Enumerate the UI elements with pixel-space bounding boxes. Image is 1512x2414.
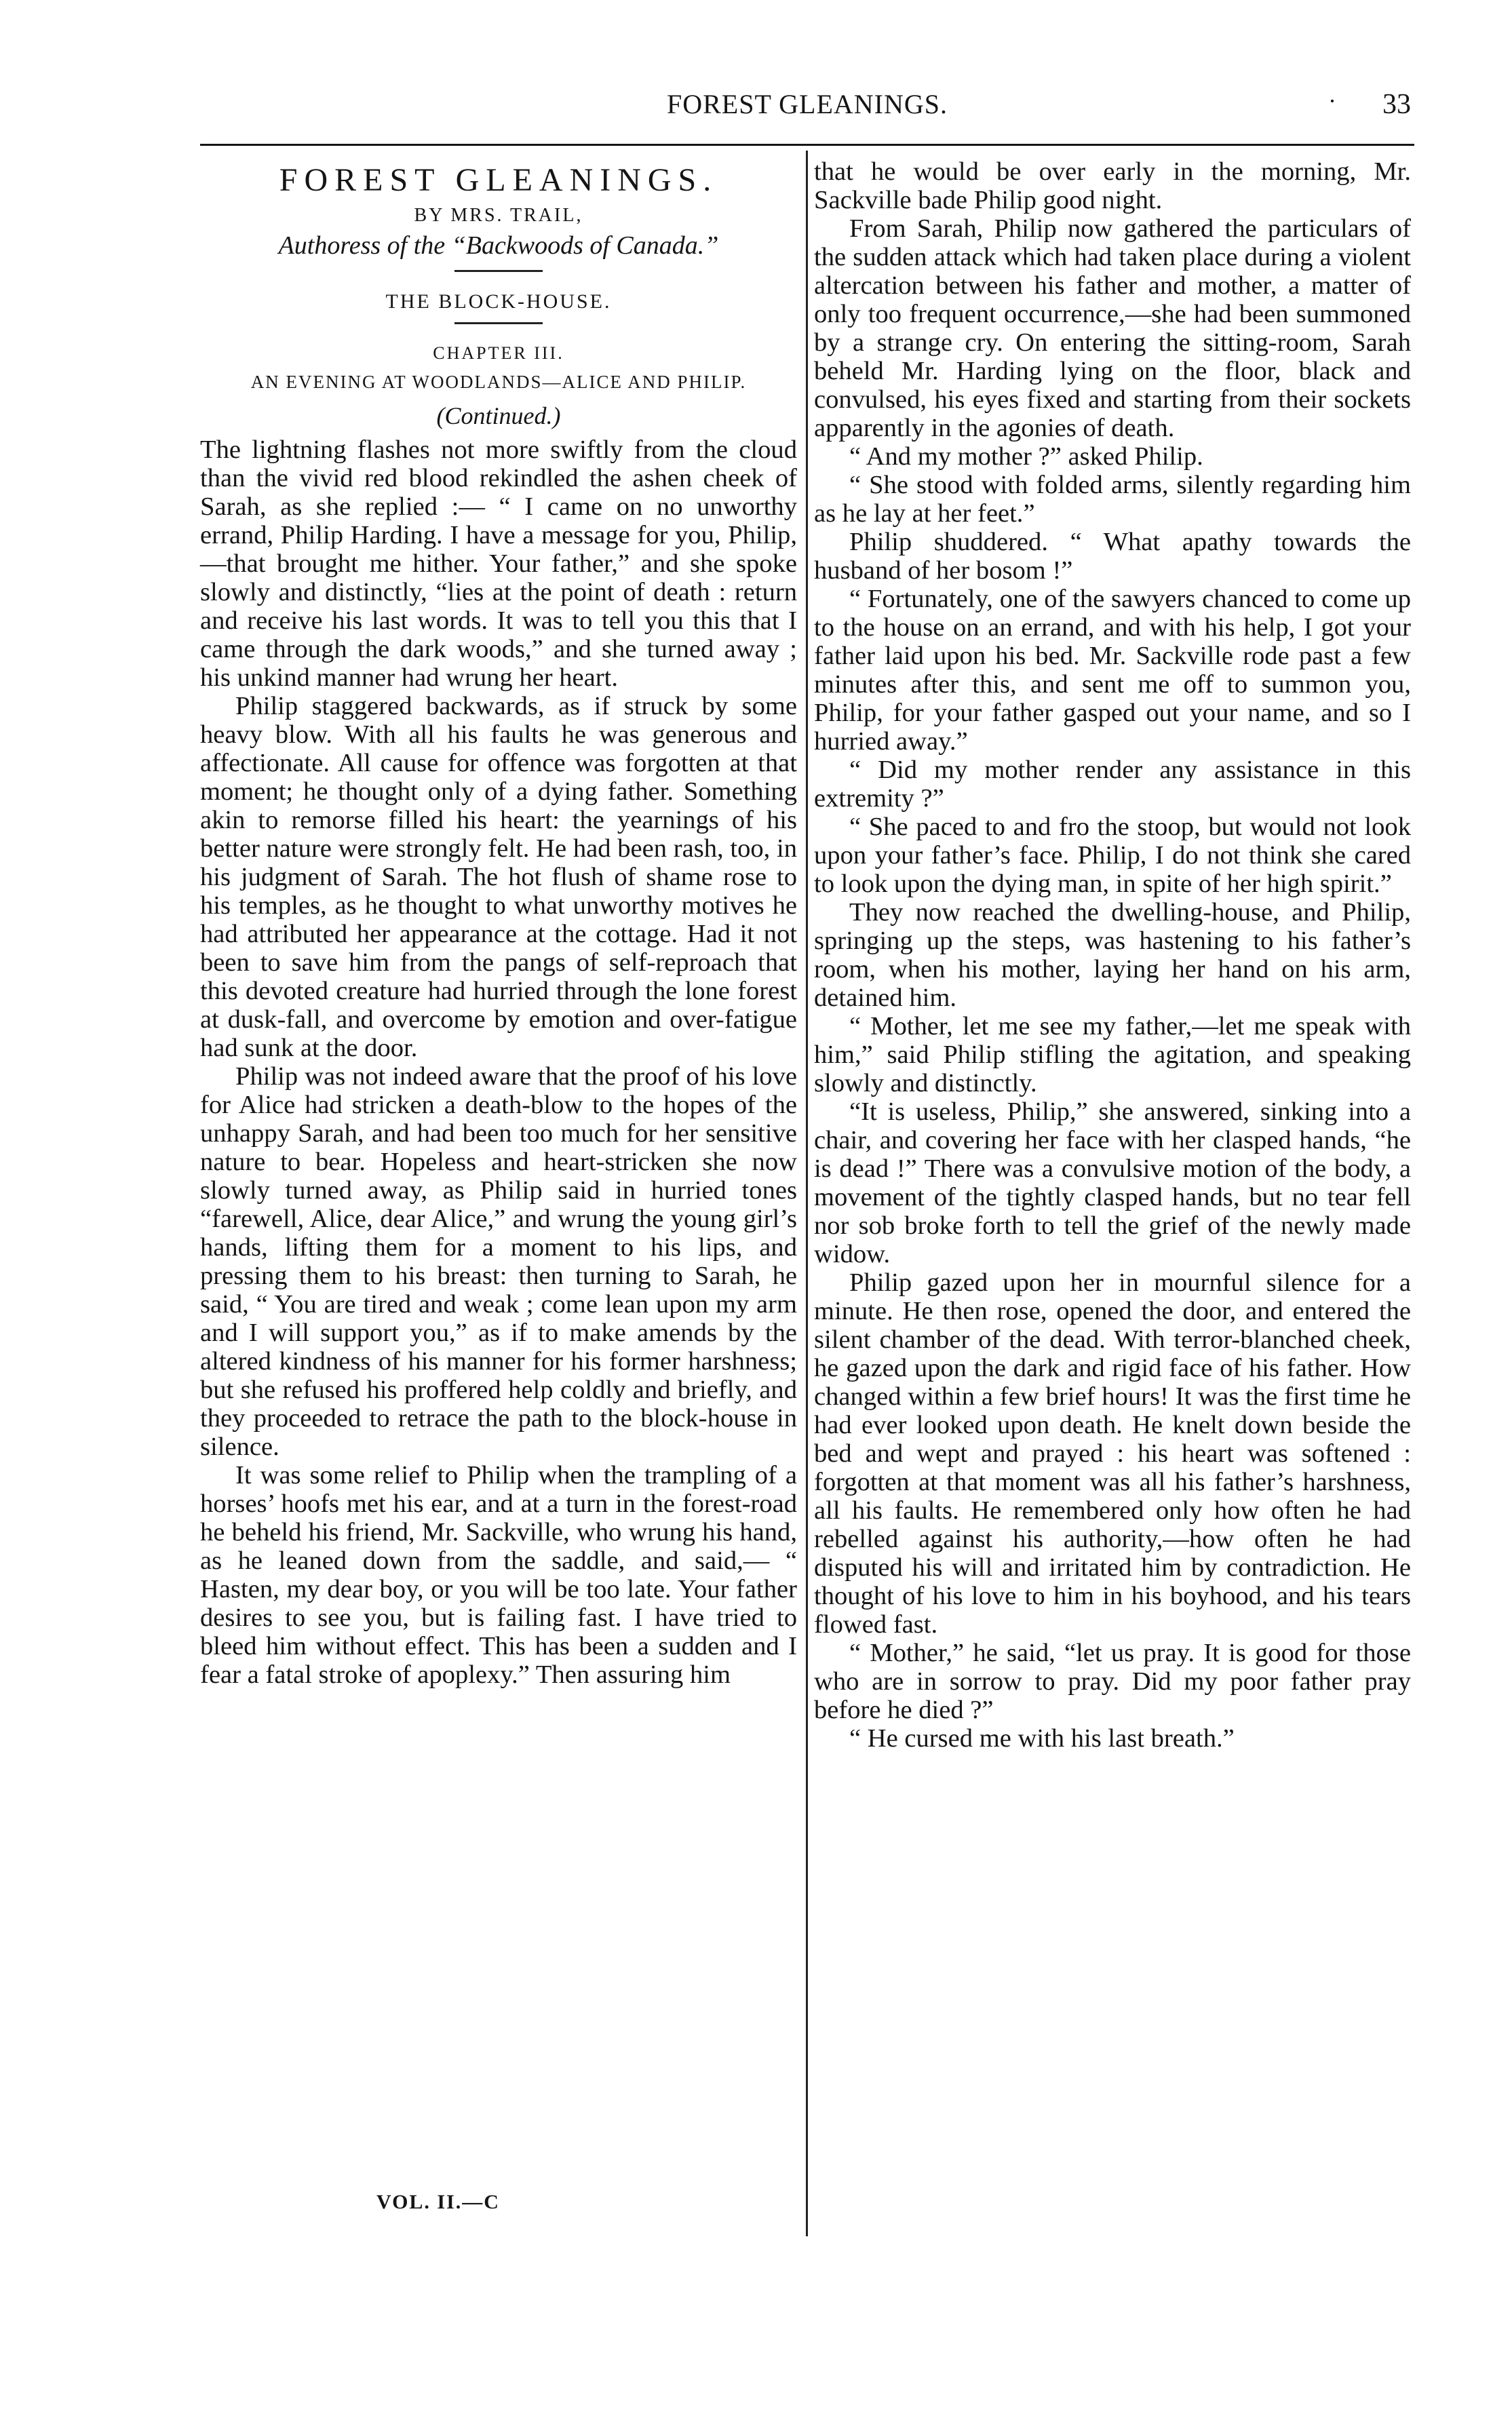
- right-paragraph: “ And my mother ?” asked Philip.: [849, 442, 1203, 471]
- right-paragraph: “ Did my mother render any assistance in this extremity ?”: [814, 756, 1411, 813]
- right-paragraph: “ She paced to and fro the stoop, but would not look upon your father’s face. Philip, I do not think she cared to look upon the dying man, in spite of her high spirit.”: [814, 813, 1411, 898]
- section-title: THE BLOCK-HOUSE.: [385, 290, 612, 313]
- running-title: FOREST GLEANINGS.: [666, 89, 948, 119]
- right-paragraph: “ Mother,” he said, “let us pray. It is good for those who are in sorrow to pray. Did my poor father pray before he died ?”: [814, 1639, 1411, 1724]
- page-number: 33: [1382, 89, 1411, 120]
- author-note: Authoress of the “Backwoods of Canada.”: [278, 231, 719, 260]
- right-paragraph: “ She stood with folded arms, silently regarding him as he lay at her feet.”: [814, 471, 1411, 528]
- right-paragraph: “ Fortunately, one of the sawyers chanced to come up to the house on an errand, and with his help, I got your father laid upon his bed. Mr. Sackville rode past a few minutes after this, and sent me off to summon you, Philip, for your father gasped out your name, and so I hurried away.”: [814, 585, 1411, 756]
- header-dot: ·: [1328, 87, 1336, 115]
- column-divider: [806, 151, 808, 2236]
- right-paragraph: Philip shuddered. “ What apathy towards the husband of her bosom !”: [814, 528, 1411, 585]
- right-paragraph: “ He cursed me with his last breath.”: [849, 1724, 1235, 1753]
- right-paragraph: From Sarah, Philip now gathered the particulars of the sudden attack which had taken place during a violent altercation between his father and mother, a matter of only too frequent occurrence,—she had been summoned by a strange cry. On entering the sitting-room, Sarah beheld Mr. Harding lying on the floor, black and convulsed, his eyes fixed and starting from their sockets apparently in the agonies of death.: [814, 214, 1411, 442]
- chapter-subtitle: AN EVENING AT WOODLANDS—ALICE AND PHILIP.: [250, 372, 747, 392]
- left-paragraph: It was some relief to Philip when the trampling of a horses’ hoofs met his ear, and at a turn in the forest-road he beheld his friend, Mr. Sackville, who wrung his hand, as he leaned down from the saddle, and said,— “ Hasten, my dear boy, or you will be too late. Your father desires to see you, but is failing fast. I have tried to bleed him without effect. This has been a sudden and I fear a fatal stroke of apoplexy.” Then assuring him: [200, 1461, 797, 1689]
- right-column: [814, 157, 1411, 1753]
- left-paragraph: Philip staggered backwards, as if struck by some heavy blow. With all his faults he was generous and affectionate. All cause for offence was forgotten at that moment; he thought only of a dying father. Something akin to remorse filled his heart: the yearnings of his better nature were strongly felt. He had been rash, too, in his judgment of Sarah. The hot flush of shame rose to his temples, as he thought to what unworthy motives he had attributed her appearance at the cottage. Had it not been to save him from the pangs of self-reproach that this devoted creature had hurried through the lone forest at dusk-fall, and overcome by emotion and over-fatigue had sunk at the door.: [200, 692, 797, 1062]
- section-rule: [454, 322, 543, 324]
- header-rule: [200, 144, 1414, 146]
- title-rule: [454, 270, 543, 272]
- signature-mark: VOL. II.—C: [376, 2191, 500, 2213]
- running-head: [203, 88, 1411, 129]
- left-paragraph: Philip was not indeed aware that the proof of his love for Alice had stricken a death-blow to the hopes of the unhappy Sarah, and had been too much for her sensitive nature to bear. Hopeless and heart-stricken she now slowly turned away, as Philip said in hurried tones “farewell, Alice, dear Alice,” and wrung the young girl’s hands, lifting them for a moment to his lips, and pressing them to his breast: then turning to Sarah, he said, “ You are tired and weak ; come lean upon my arm and I will support you,” as if to make amends by the altered kindness of his manner for his former harshness; but she refused his proffered help coldly and briefly, and they proceeded to retrace the path to the block-house in silence.: [200, 1062, 797, 1461]
- right-paragraph: Philip gazed upon her in mournful silence for a minute. He then rose, opened the door, and entered the silent chamber of the dead. With terror-blanched cheek, he gazed upon the dark and rigid face of his father. How changed within a few brief hours! It was the first time he had ever looked upon death. He knelt down beside the bed and wept and prayed : his heart was softened : forgotten at that moment was all his father’s harshness, all his faults. He remembered only how often he had rebelled against his authority,—how often he had disputed his will and irritated him by contradiction. He thought of his love to him in his boyhood, and his tears flowed fast.: [814, 1268, 1411, 1639]
- chapter-heading: CHAPTER III.: [433, 343, 564, 363]
- right-paragraph: “It is useless, Philip,” she answered, sinking into a chair, and covering her face with her clasped hands, “he is dead !” There was a convulsive motion of the body, a movement of the tightly clasped hands, but no tear fell nor sob broke forth to tell the grief of the newly made widow.: [814, 1097, 1411, 1268]
- right-paragraph: They now reached the dwelling-house, and Philip, springing up the steps, was hastening to his father’s room, when his mother, laying her hand on his arm, detained him.: [814, 898, 1411, 1012]
- byline: BY MRS. TRAIL,: [414, 205, 583, 226]
- right-paragraph: “ Mother, let me see my father,—let me speak with him,” said Philip stifling the agitation, and speaking slowly and distinctly.: [814, 1012, 1411, 1097]
- right-paragraph: that he would be over early in the morning, Mr. Sackville bade Philip good night.: [814, 157, 1411, 214]
- left-paragraph: The lightning flashes not more swiftly from the cloud than the vivid red blood rekindled the ashen cheek of Sarah, as she replied :— “ I came on no unworthy errand, Philip Harding. I have a message for you, Philip,—that brought me hither. Your father,” and she spoke slowly and distinctly, “lies at the point of death : return and receive his last words. It was to tell you this that I came through the dark woods,” and she turned away ; his unkind manner had wrung her heart.: [200, 435, 797, 692]
- left-column: [200, 157, 797, 1689]
- article-title: FOREST GLEANINGS.: [279, 162, 718, 198]
- continued-note: (Continued.): [436, 402, 561, 429]
